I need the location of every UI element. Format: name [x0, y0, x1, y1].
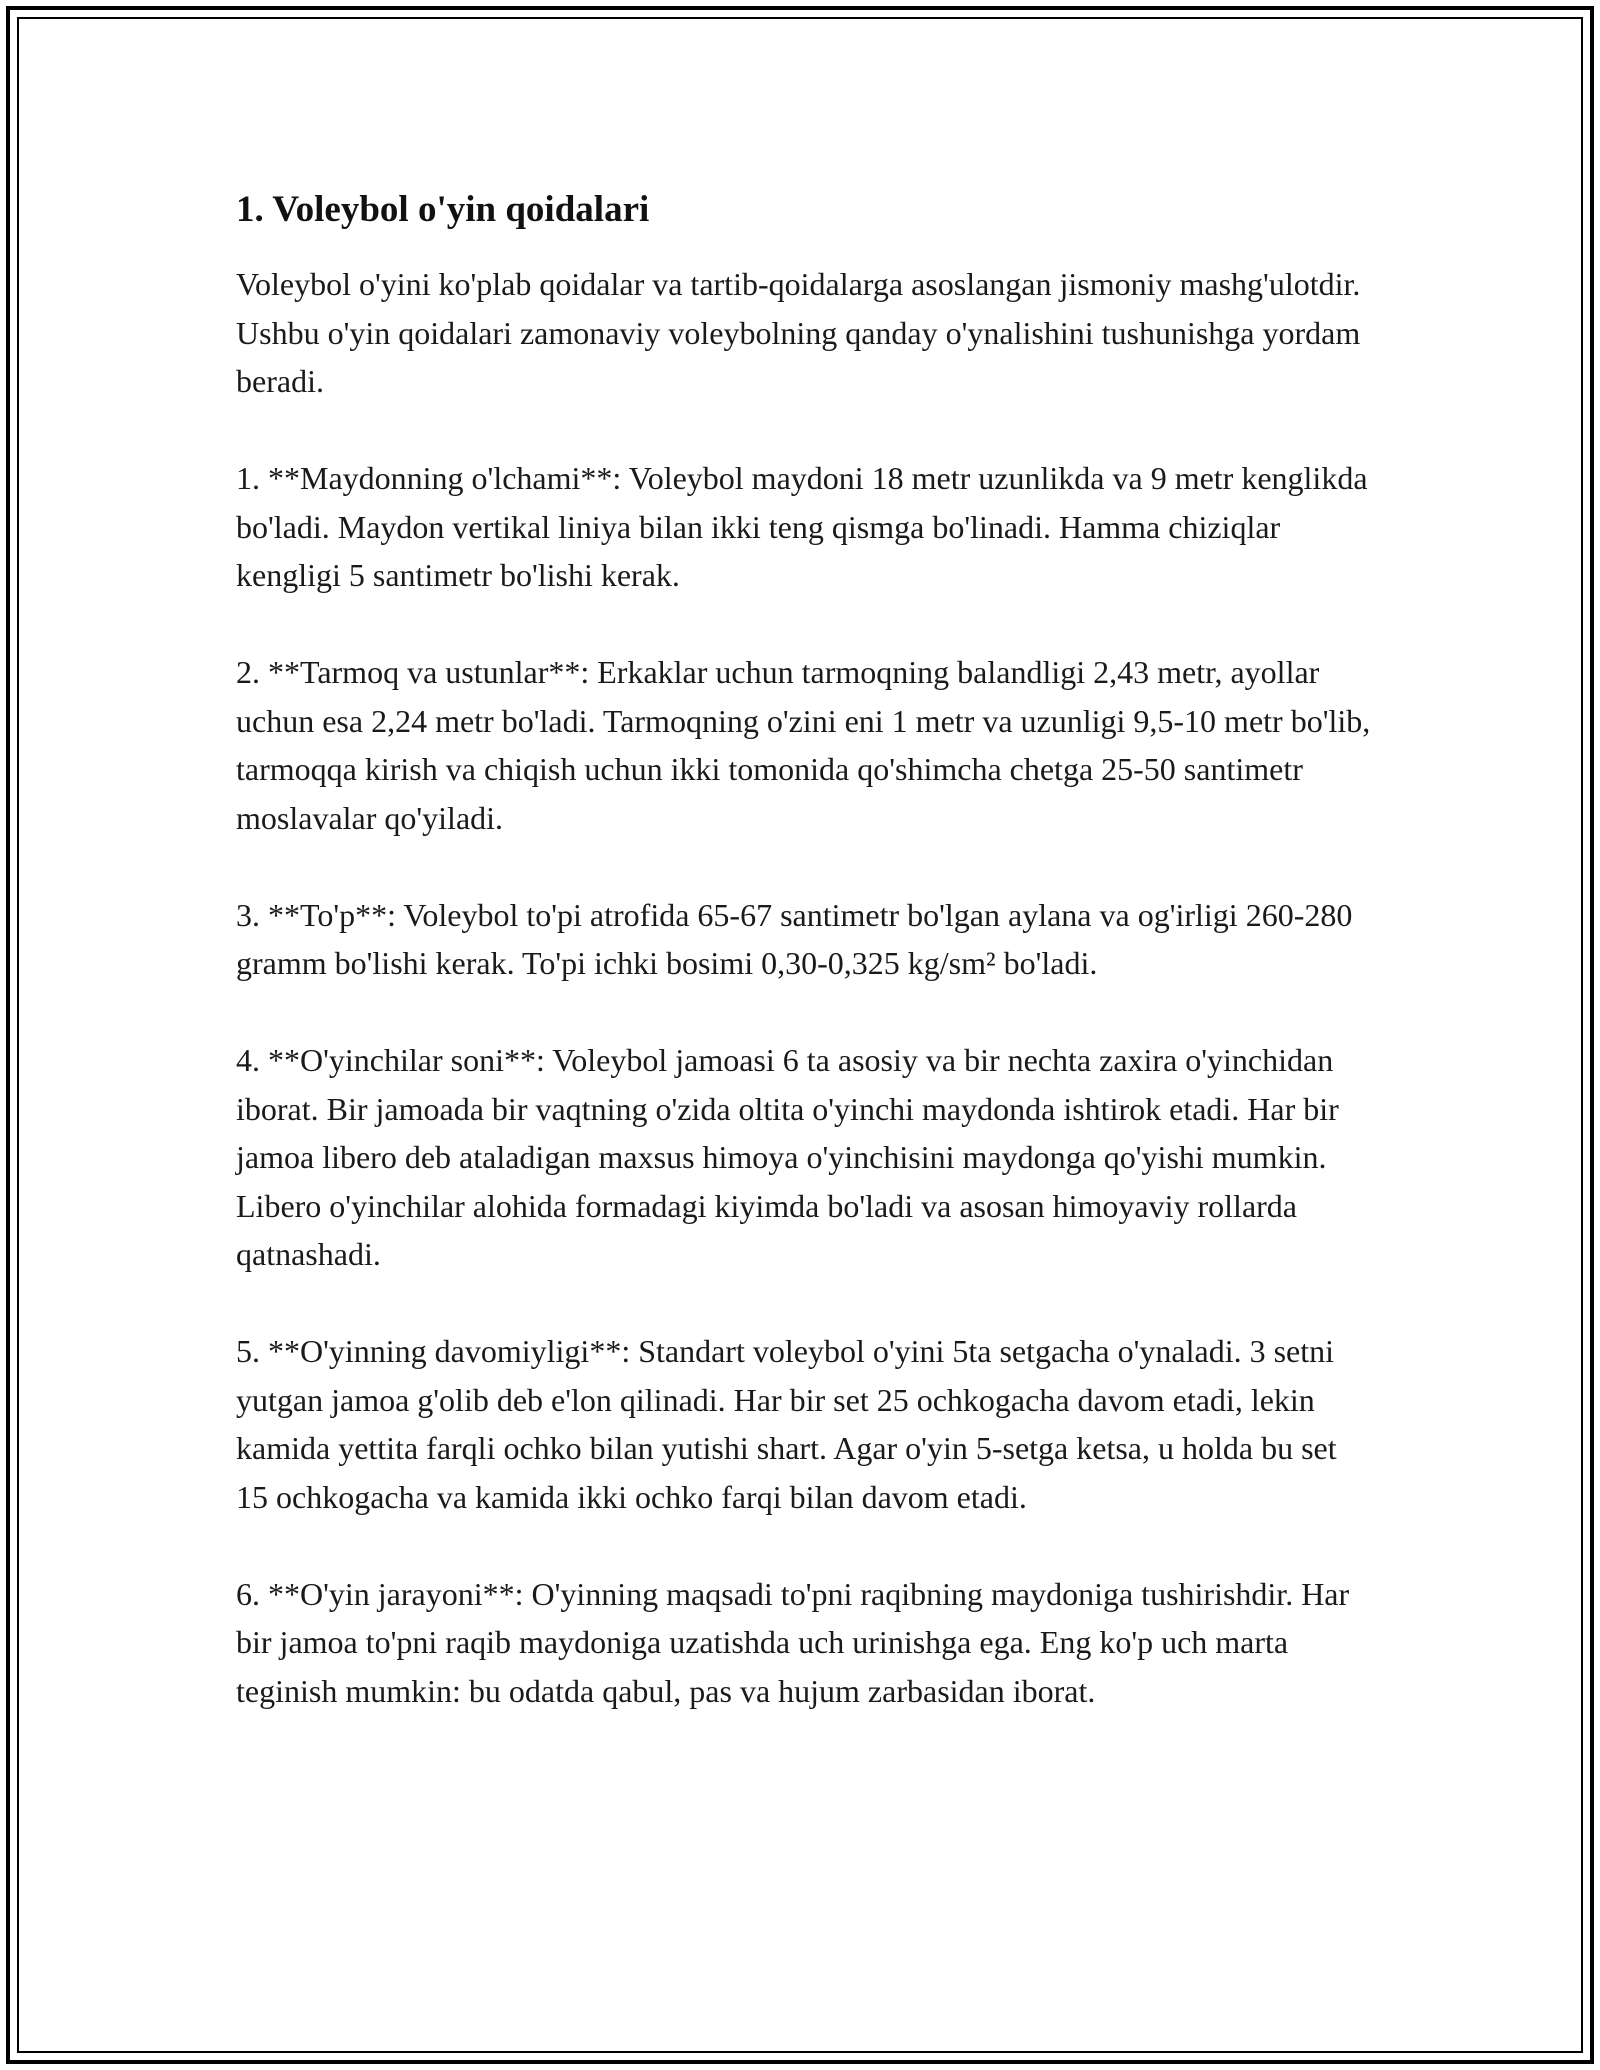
- rule-court-size: 1. **Maydonning o'lchami**: Voleybol maydoni 18 metr uzunlikda va 9 metr kenglikda bo'ladi. Maydon vertikal liniya bilan ikki teng qismga bo'linadi. Hamma chiziqlar kengligi 5 santimetr bo'lishi kerak.: [236, 460, 1368, 593]
- rule-ball: 3. **To'p**: Voleybol to'pi atrofida 65-67 santimetr bo'lgan aylana va og'irligi 260-280 gramm bo'lishi kerak. To'pi ichki bosimi 0,30-0,325 kg/sm² bo'ladi.: [236, 896, 1353, 981]
- intro-paragraph: Voleybol o'yini ko'plab qoidalar va tartib-qoidalarga asoslangan jismoniy mashg'ulotdir. Ushbu o'yin qoidalari zamonaviy voleybolning qanday o'ynalishini tushunishga yordam beradi.: [236, 266, 1361, 399]
- rule-match-duration: 5. **O'yinning davomiyligi**: Standart voleybol o'yini 5ta setgacha o'ynaladi. 3 setni yutgan jamoa g'olib deb e'lon qilinadi. Har bir set 25 ochkogacha davom etadi, lekin kamida yettita farqli ochko bilan yutishi shart. Agar o'yin 5-setga ketsa, u holda bu set 15 ochkogacha va kamida ikki ochko farqi bilan davom etadi.: [236, 1333, 1337, 1515]
- rule-net-and-posts: 2. **Tarmoq va ustunlar**: Erkaklar uchun tarmoqning balandligi 2,43 metr, ayollar uchun esa 2,24 metr bo'ladi. Tarmoqning o'zini eni 1 metr va uzunligi 9,5-10 metr bo'lib, tarmoqqa kirish va chiqish uchun ikki tomonida qo'shimcha chetga 25-50 santimetr moslavalar qo'yiladi.: [236, 654, 1371, 836]
- rule-gameplay: 6. **O'yin jarayoni**: O'yinning maqsadi to'pni raqibning maydoniga tushirishdir. Har bir jamoa to'pni raqib maydoniga uzatishda uch urinishga ega. Eng ko'p uch marta teginish mumkin: bu odatda qabul, pas va hujum zarbasidan iborat.: [236, 1575, 1350, 1709]
- document-body: [236, 186, 1376, 1764]
- rule-player-count: 4. **O'yinchilar soni**: Voleybol jamoasi 6 ta asosiy va bir nechta zaxira o'yinchidan iborat. Bir jamoada bir vaqtning o'zida oltita o'yinchi maydonda ishtirok etadi. Har bir jamoa libero deb ataladigan maxsus himoya o'yinchisini maydonga qo'yishi mumkin. Libero o'yinchilar alohida formadagi kiyimda bo'ladi va asosan himoyaviy rollarda qatnashadi.: [236, 1042, 1339, 1272]
- page-title: 1. Voleybol o'yin qoidalari: [236, 189, 650, 230]
